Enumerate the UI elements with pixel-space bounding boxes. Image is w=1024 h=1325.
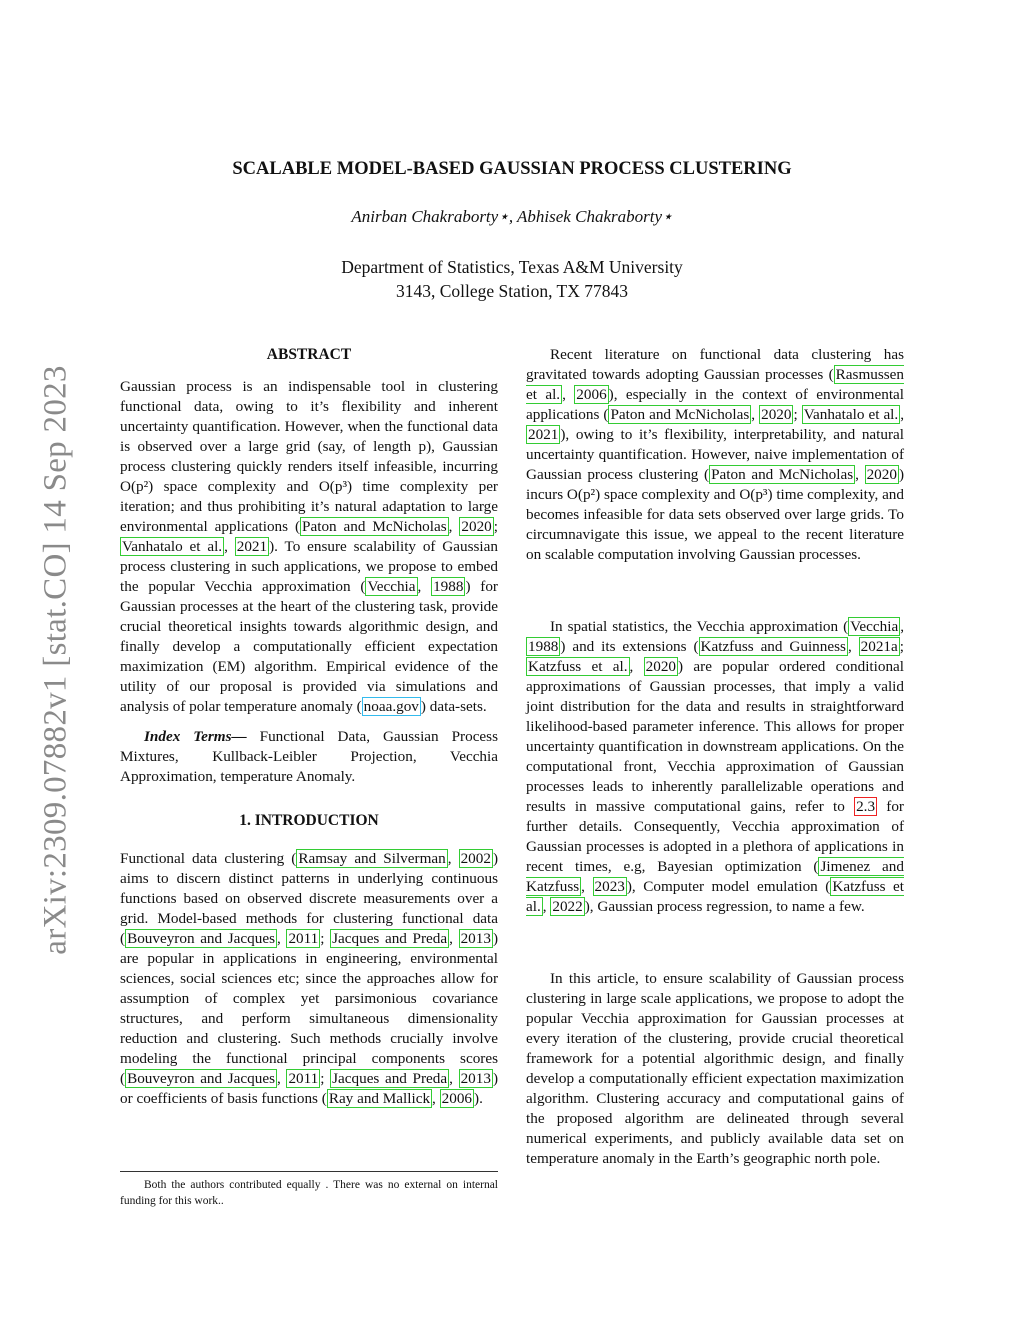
citation-link[interactable]: Paton and McNicholas (711, 466, 854, 483)
citation-link[interactable]: Ray and Mallick (328, 1090, 431, 1107)
citation-link[interactable]: Katzfuss and Guinness (700, 638, 846, 655)
citation-link[interactable]: Bouveyron and Jacques (127, 1070, 275, 1087)
paper-title: SCALABLE MODEL-BASED GAUSSIAN PROCESS CLUSTERING (232, 159, 792, 179)
citation-link[interactable]: 2020 (645, 658, 677, 675)
citation-link[interactable]: Vanhatalo et al. (122, 538, 223, 555)
citation-link[interactable]: 2011 (288, 930, 319, 947)
abstract-heading: ABSTRACT (266, 346, 352, 363)
citation-link[interactable]: 2021a (860, 638, 898, 655)
index-terms-label: Index Terms— (144, 728, 247, 745)
citation-link[interactable]: Katzfuss et al. (528, 658, 628, 675)
citation-link[interactable]: 2013 (460, 930, 491, 947)
abstract-body: Gaussian process is an indispensable tool in clustering functional data, owing to it’s flexibility and inherent uncertainty quantification. However, when the functional data is observed over a large grid (say, of length p), Gaussian process clustering quickly renders itself infeasible, incurring O(p²) space complexity and O(p³) time complexity per iteration; and thus prohibiting it’s natural adaptation to large environmental applications ( Paton and McNicholas , 2020 ; Vanhatalo et al. , 2021 ). To ensure scalability of Gaussian process clustering in such applications, we propose to embed the popular Vecchia approximation ( Vecchia , 1988 ) for Gaussian processes at the heart of the clustering task, provide crucial theoretical insights towards algorithmic design, and finally develop a computationally efficient expectation maximization (EM) algorithm. Empirical evidence of the utility of our proposal is provided via simulations and analysis of polar temperature anomaly ( noaa.gov ) data-sets. (120, 378, 498, 715)
introduction-paragraph: Functional data clustering ( Ramsay and Silverman , 2002 ) aims to discern distinct patterns in underlying continuous functions based on observed discrete measurements over a grid. Model-based methods for clustering functional data ( Bouveyron and Jacques , 2011 ; Jacques and Preda , 2013 ) are popular in applications in engineering, environmental sciences, social sciences etc; since the approaches allow for assumption of complex yet parsimonious covariance structures, and perform simultaneous dimensionality reduction and clustering. Such methods crucially involve modeling the functional principal components scores ( Bouveyron and Jacques , 2011 ; Jacques and Preda , 2013 ) or coefficients of basis functions ( Ray and Mallick , 2006 ). (120, 850, 498, 1107)
left-column (120, 345, 498, 1109)
citation-link[interactable]: Vanhatalo et al. (803, 406, 899, 423)
noaa-url-link[interactable]: noaa.gov (363, 698, 419, 715)
right-paragraph-3: In this article, to ensure scalability of Gaussian process clustering in large scale applications, we propose to adopt the popular Vecchia approximation for Gaussian processes at every iteration of the clustering, provide crucial theoretical framework for a potential algorithmic design, and finally develop a computationally efficient expectation maximization algorithm. Clustering accuracy and computational gains of the proposed algorithm are delineated through several numerical experiments, and publicly available data set on temperature anomaly in the Earth’s geographic north pole. (526, 970, 904, 1167)
citation-link[interactable]: Paton and McNicholas (302, 518, 447, 535)
affiliation-line-1: Department of Statistics, Texas A&M University (341, 257, 683, 277)
citation-link[interactable]: 2006 (576, 386, 607, 403)
index-terms: Index Terms— Functional Data, Gaussian Process Mixtures, Kullback-Leibler Projection, Vecchia Approximation, temperature Anomaly. (120, 728, 498, 785)
arxiv-identifier: arXiv:2309.07882v1 [stat.CO] 14 Sep 2023 (37, 365, 74, 955)
citation-link[interactable]: Bouveyron and Jacques (127, 930, 275, 947)
citation-link[interactable]: 2013 (460, 1070, 491, 1087)
footnote-text: Both the authors contributed equally . There was no external on internal funding for this work.. (120, 1179, 498, 1207)
citation-link[interactable]: Vecchia (367, 578, 416, 595)
right-column (526, 345, 904, 1169)
citation-link[interactable]: 2011 (288, 1070, 319, 1087)
citation-link[interactable]: 2022 (552, 898, 583, 915)
citation-link[interactable]: Katzfuss et al. (526, 878, 905, 915)
paper-authors: Anirban Chakraborty⋆, Abhisek Chakraborty⋆ (351, 207, 673, 226)
citation-link[interactable]: 2020 (761, 406, 792, 423)
right-paragraph-2: In spatial statistics, the Vecchia approximation ( Vecchia , 1988 ) and its extensions ( Katzfuss and Guinness , 2021a ; Katzfuss et al. , 2020 ) are popular ordered conditional approximations of Gaussian processes, that imply a valid joint distribution for the data and results in straightforward likelihood-based parameter inference. This allows for proper uncertainty quantification in downstream applications. On the computational front, Vecchia approximation of Gaussian processes leads to inherently parallelizable operations and results in massive computational gains, refer to 2.3 for further details. Consequently, Vecchia approximation of Gaussian processes is adopted in a plethora of applications in recent times, e.g, Bayesian optimization ( Jimenez and Katzfuss , 2023 ), Computer model emulation ( Katzfuss et al. , 2022 ), Gaussian process regression, to name a few. (526, 618, 905, 915)
citation-link[interactable]: 2021 (236, 538, 268, 555)
citation-link[interactable]: 1988 (433, 578, 464, 595)
citation-link[interactable]: 2023 (594, 878, 625, 895)
citation-link[interactable]: Jacques and Preda (332, 930, 448, 947)
citation-link[interactable]: Ramsay and Silverman (298, 850, 446, 867)
citation-link[interactable]: 2006 (441, 1090, 473, 1107)
affiliation-line-2: 3143, College Station, TX 77843 (395, 281, 629, 301)
citation-link[interactable]: Vecchia (850, 618, 899, 635)
citation-link[interactable]: 2020 (461, 518, 492, 535)
footnote (120, 1171, 498, 1209)
citation-link[interactable]: Jimenez and Katzfuss (526, 858, 904, 895)
citation-link[interactable]: Paton and McNicholas (610, 406, 750, 423)
citation-link[interactable]: 2020 (866, 466, 897, 483)
introduction-heading: 1. INTRODUCTION (239, 812, 379, 829)
citation-link[interactable]: 2002 (460, 850, 491, 867)
citation-link[interactable]: 2021 (528, 426, 559, 443)
citation-link[interactable]: Rasmussen et al. (526, 366, 904, 403)
citation-link[interactable]: 1988 (528, 638, 559, 655)
affiliation (0, 255, 1024, 303)
section-reference-link[interactable]: 2.3 (856, 798, 876, 815)
citation-link[interactable]: Jacques and Preda (332, 1070, 448, 1087)
right-paragraph-1: Recent literature on functional data clustering has gravitated towards adopting Gaussian processes ( Rasmussen et al. , 2006 ), especially in the context of environmental applications ( Paton and McNicholas , 2020 ; Vanhatalo et al. , 2021 ), owing to it’s flexibility, interpretability, and natural uncertainty quantification. However, naive implementation of Gaussian process clustering ( Paton and McNicholas , 2020 ) incurs O(p²) space complexity and O(p³) time complexity, and becomes infeasible for data sets observed over large grids. To circumnavigate this issue, we appeal to the recent literature on scalable computation involving Gaussian processes. (526, 346, 904, 563)
